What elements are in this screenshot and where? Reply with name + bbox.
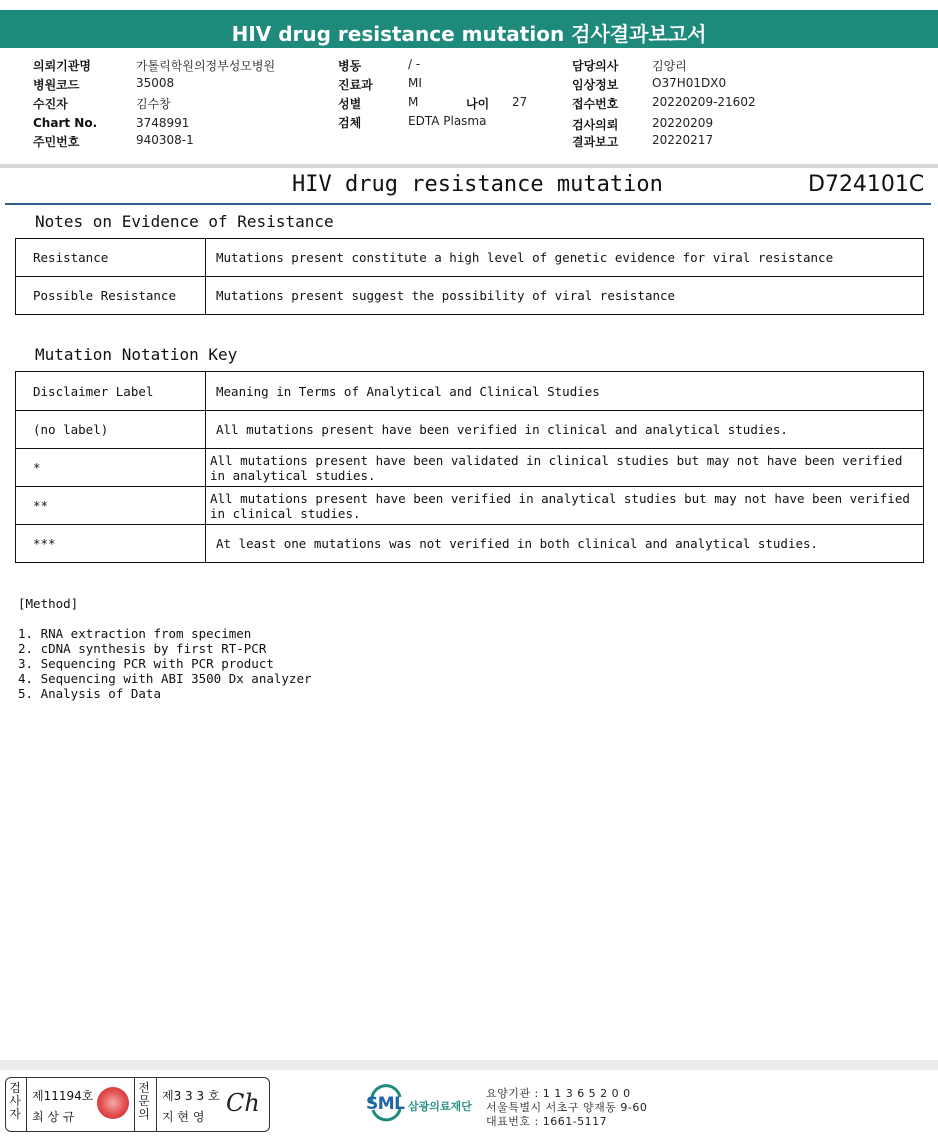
report-title: HIV drug resistance mutation <box>292 172 663 197</box>
method-step: 3. Sequencing PCR with PCR product <box>18 656 274 671</box>
info-value-patient: 김수창 <box>136 97 171 111</box>
table-row <box>16 487 924 525</box>
evidence-text: Mutations present constitute a high level of genetic evidence for viral resistance <box>206 239 924 277</box>
official-seal-icon <box>97 1087 129 1119</box>
info-value-department: MI <box>408 76 422 90</box>
info-value-specimen: EDTA Plasma <box>408 114 487 128</box>
table-row <box>16 411 924 449</box>
doctor-name: 지 현 영 <box>162 1110 205 1124</box>
info-value-sex: M <box>408 95 419 109</box>
info-label-report-date: 결과보고 <box>572 135 619 149</box>
info-value-age: 27 <box>512 95 528 109</box>
info-value-receipt-no: 20220209-21602 <box>652 95 756 109</box>
sml-logo-text: SML <box>366 1094 405 1114</box>
info-label-ward: 병동 <box>338 59 362 73</box>
info-label-request-date: 검사의뢰 <box>572 118 619 132</box>
info-value-physician: 김양리 <box>652 59 687 73</box>
org-address: 서울특별시 서초구 양재동 9-60 <box>486 1101 648 1114</box>
notation-label: ** <box>16 487 206 525</box>
section-divider <box>0 164 938 168</box>
signature-icon: Ch <box>226 1089 260 1117</box>
evidence-label: Possible Resistance <box>16 277 206 315</box>
info-value-chart-no: 3748991 <box>136 116 190 130</box>
notation-label: * <box>16 449 206 487</box>
report-code: D724101C <box>808 172 925 197</box>
sig-divider <box>156 1078 157 1131</box>
table-row <box>16 449 924 487</box>
method-step: 4. Sequencing with ABI 3500 Dx analyzer <box>18 671 312 686</box>
table-row <box>16 277 924 315</box>
info-label-hospital-code: 병원코드 <box>33 78 80 92</box>
sig-divider <box>26 1078 27 1131</box>
inspector-name: 최 상 규 <box>32 1110 75 1124</box>
notation-text: All mutations present have been validated in clinical studies but may not have been verified in analytical studies. <box>206 449 924 487</box>
method-step: 1. RNA extraction from specimen <box>18 626 252 641</box>
info-value-institution: 가톨릭학원의정부성모병원 <box>136 59 276 73</box>
method-heading: [Method] <box>18 596 79 611</box>
notation-text: At least one mutations was not verified in both clinical and analytical studies. <box>206 525 924 563</box>
doctor-label: 전 문 의 <box>138 1081 150 1121</box>
info-value-clinical-info: O37H01DX0 <box>652 76 727 90</box>
org-phone: 대표번호 : 1661-5117 <box>486 1115 608 1128</box>
footer-divider <box>0 1060 938 1070</box>
info-value-resident-no: 940308-1 <box>136 133 194 147</box>
evidence-heading: Notes on Evidence of Resistance <box>35 212 334 231</box>
notation-heading: Mutation Notation Key <box>35 345 238 364</box>
report-banner-title: HIV drug resistance mutation 검사결과보고서 <box>231 22 707 46</box>
info-label-chart-no: Chart No. <box>33 116 98 130</box>
info-label-specimen: 검체 <box>338 116 362 130</box>
org-info-line: 요양기관 : 1 1 3 6 5 2 0 0 <box>486 1087 631 1100</box>
org-name: 삼광의료재단 <box>408 1100 472 1113</box>
sig-divider <box>134 1078 135 1131</box>
info-label-clinical-info: 임상정보 <box>572 78 619 92</box>
notation-label: Disclaimer Label <box>16 372 206 411</box>
info-label-receipt-no: 접수번호 <box>572 97 619 111</box>
table-row <box>16 239 924 277</box>
evidence-text: Mutations present suggest the possibility of viral resistance <box>206 277 924 315</box>
title-rule <box>5 203 931 205</box>
info-label-age: 나이 <box>466 97 490 111</box>
evidence-table <box>15 238 924 315</box>
info-value-ward: / - <box>408 57 421 71</box>
info-label-department: 진료과 <box>338 78 373 92</box>
evidence-label: Resistance <box>16 239 206 277</box>
info-value-hospital-code: 35008 <box>136 76 175 90</box>
inspector-label: 검 사 자 <box>9 1081 21 1121</box>
signature-box <box>5 1077 270 1132</box>
table-row <box>16 525 924 563</box>
info-label-resident-no: 주민번호 <box>33 135 80 149</box>
info-label-physician: 담당의사 <box>572 59 619 73</box>
notation-text: Meaning in Terms of Analytical and Clinical Studies <box>206 372 924 411</box>
info-label-sex: 성별 <box>338 97 362 111</box>
info-value-report-date: 20220217 <box>652 133 714 147</box>
notation-label: (no label) <box>16 411 206 449</box>
info-label-institution: 의뢰기관명 <box>33 59 91 73</box>
notation-table <box>15 371 924 563</box>
notation-label: *** <box>16 525 206 563</box>
info-label-patient: 수진자 <box>33 97 68 111</box>
method-step: 2. cDNA synthesis by first RT-PCR <box>18 641 267 656</box>
info-value-request-date: 20220209 <box>652 116 714 130</box>
notation-text: All mutations present have been verified in analytical studies but may not have been verified in clinical studies. <box>206 487 924 525</box>
table-row <box>16 372 924 411</box>
inspector-license-no: 제11194호 <box>32 1089 94 1103</box>
report-banner <box>0 10 938 48</box>
method-step: 5. Analysis of Data <box>18 686 161 701</box>
notation-text: All mutations present have been verified in clinical and analytical studies. <box>206 411 924 449</box>
doctor-license-no: 제3 3 3 호 <box>162 1089 220 1103</box>
